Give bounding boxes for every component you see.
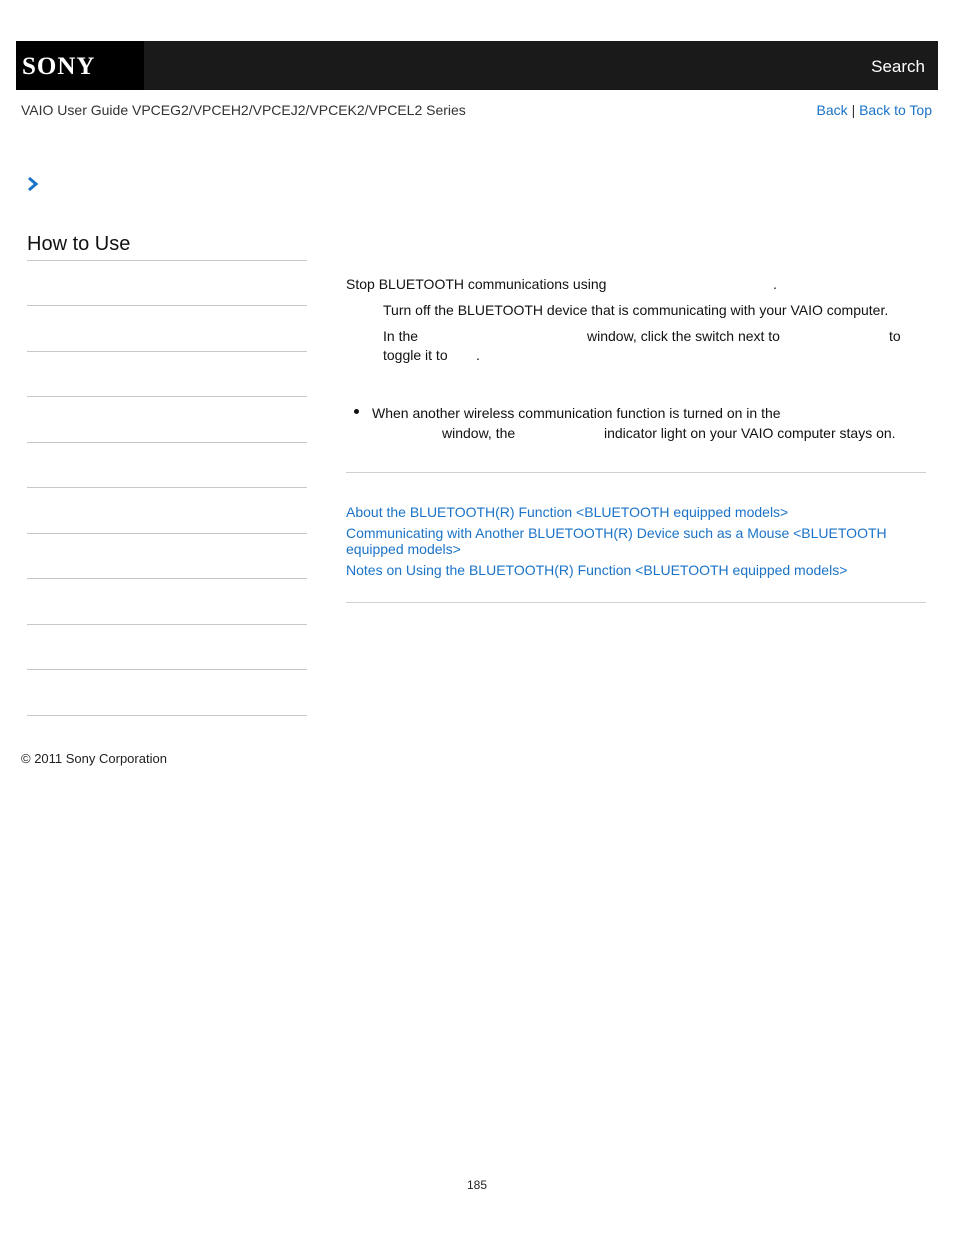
sidebar-divider (27, 669, 307, 670)
related-link[interactable]: Notes on Using the BLUETOOTH(R) Function <BLUETOOTH equipped models> (346, 562, 848, 578)
sidebar-divider (27, 351, 307, 352)
related-link[interactable]: Communicating with Another BLUETOOTH(R) Device such as a Mouse <BLUETOOTH (346, 525, 887, 541)
step-2-part-c: to (889, 328, 901, 344)
divider (346, 602, 926, 603)
sidebar-divider (27, 715, 307, 716)
related-link[interactable]: About the BLUETOOTH(R) Function <BLUETOOTH equipped models> (346, 504, 789, 520)
page-number: 185 (466, 1178, 488, 1192)
note-part-a: When another wireless communication function is turned on in the (372, 405, 781, 421)
related-link-continued[interactable]: equipped models> (346, 541, 461, 557)
note-part-b: window, the (442, 425, 516, 441)
link-separator: | (851, 102, 856, 118)
step-2-part-e: . (476, 347, 480, 363)
sidebar-divider (27, 578, 307, 579)
top-links (817, 102, 932, 118)
back-to-top-link[interactable]: Back to Top (859, 102, 932, 118)
sidebar-heading: How to Use (27, 233, 131, 255)
sidebar-divider (27, 624, 307, 625)
step-2-part-a: In the (383, 328, 419, 344)
divider (346, 472, 926, 473)
intro-text: Stop BLUETOOTH communications using (346, 276, 607, 292)
sidebar-divider (27, 487, 307, 488)
copyright: © 2011 Sony Corporation (21, 751, 167, 766)
chevron-right-icon[interactable] (26, 176, 40, 192)
note-part-c: indicator light on your VAIO computer stays on. (604, 425, 896, 441)
sidebar-divider (27, 533, 307, 534)
step-2-part-d: toggle it to (383, 347, 448, 363)
sidebar-divider (27, 396, 307, 397)
logo-box (16, 41, 144, 90)
sidebar-divider (27, 260, 307, 261)
intro-period: . (773, 276, 777, 292)
bullet-icon (354, 409, 359, 414)
step-2-part-b: window, click the switch next to (587, 328, 780, 344)
header-bar (16, 41, 938, 90)
sidebar-divider (27, 442, 307, 443)
search-link[interactable]: Search (871, 57, 925, 76)
back-link[interactable]: Back (816, 102, 848, 118)
guide-title: VAIO User Guide VPCEG2/VPCEH2/VPCEJ2/VPCEK2/VPCEL2 Series (21, 102, 466, 118)
sony-logo: SONY (22, 53, 96, 80)
sidebar-divider (27, 305, 307, 306)
step-1: Turn off the BLUETOOTH device that is communicating with your VAIO computer. (383, 302, 889, 318)
